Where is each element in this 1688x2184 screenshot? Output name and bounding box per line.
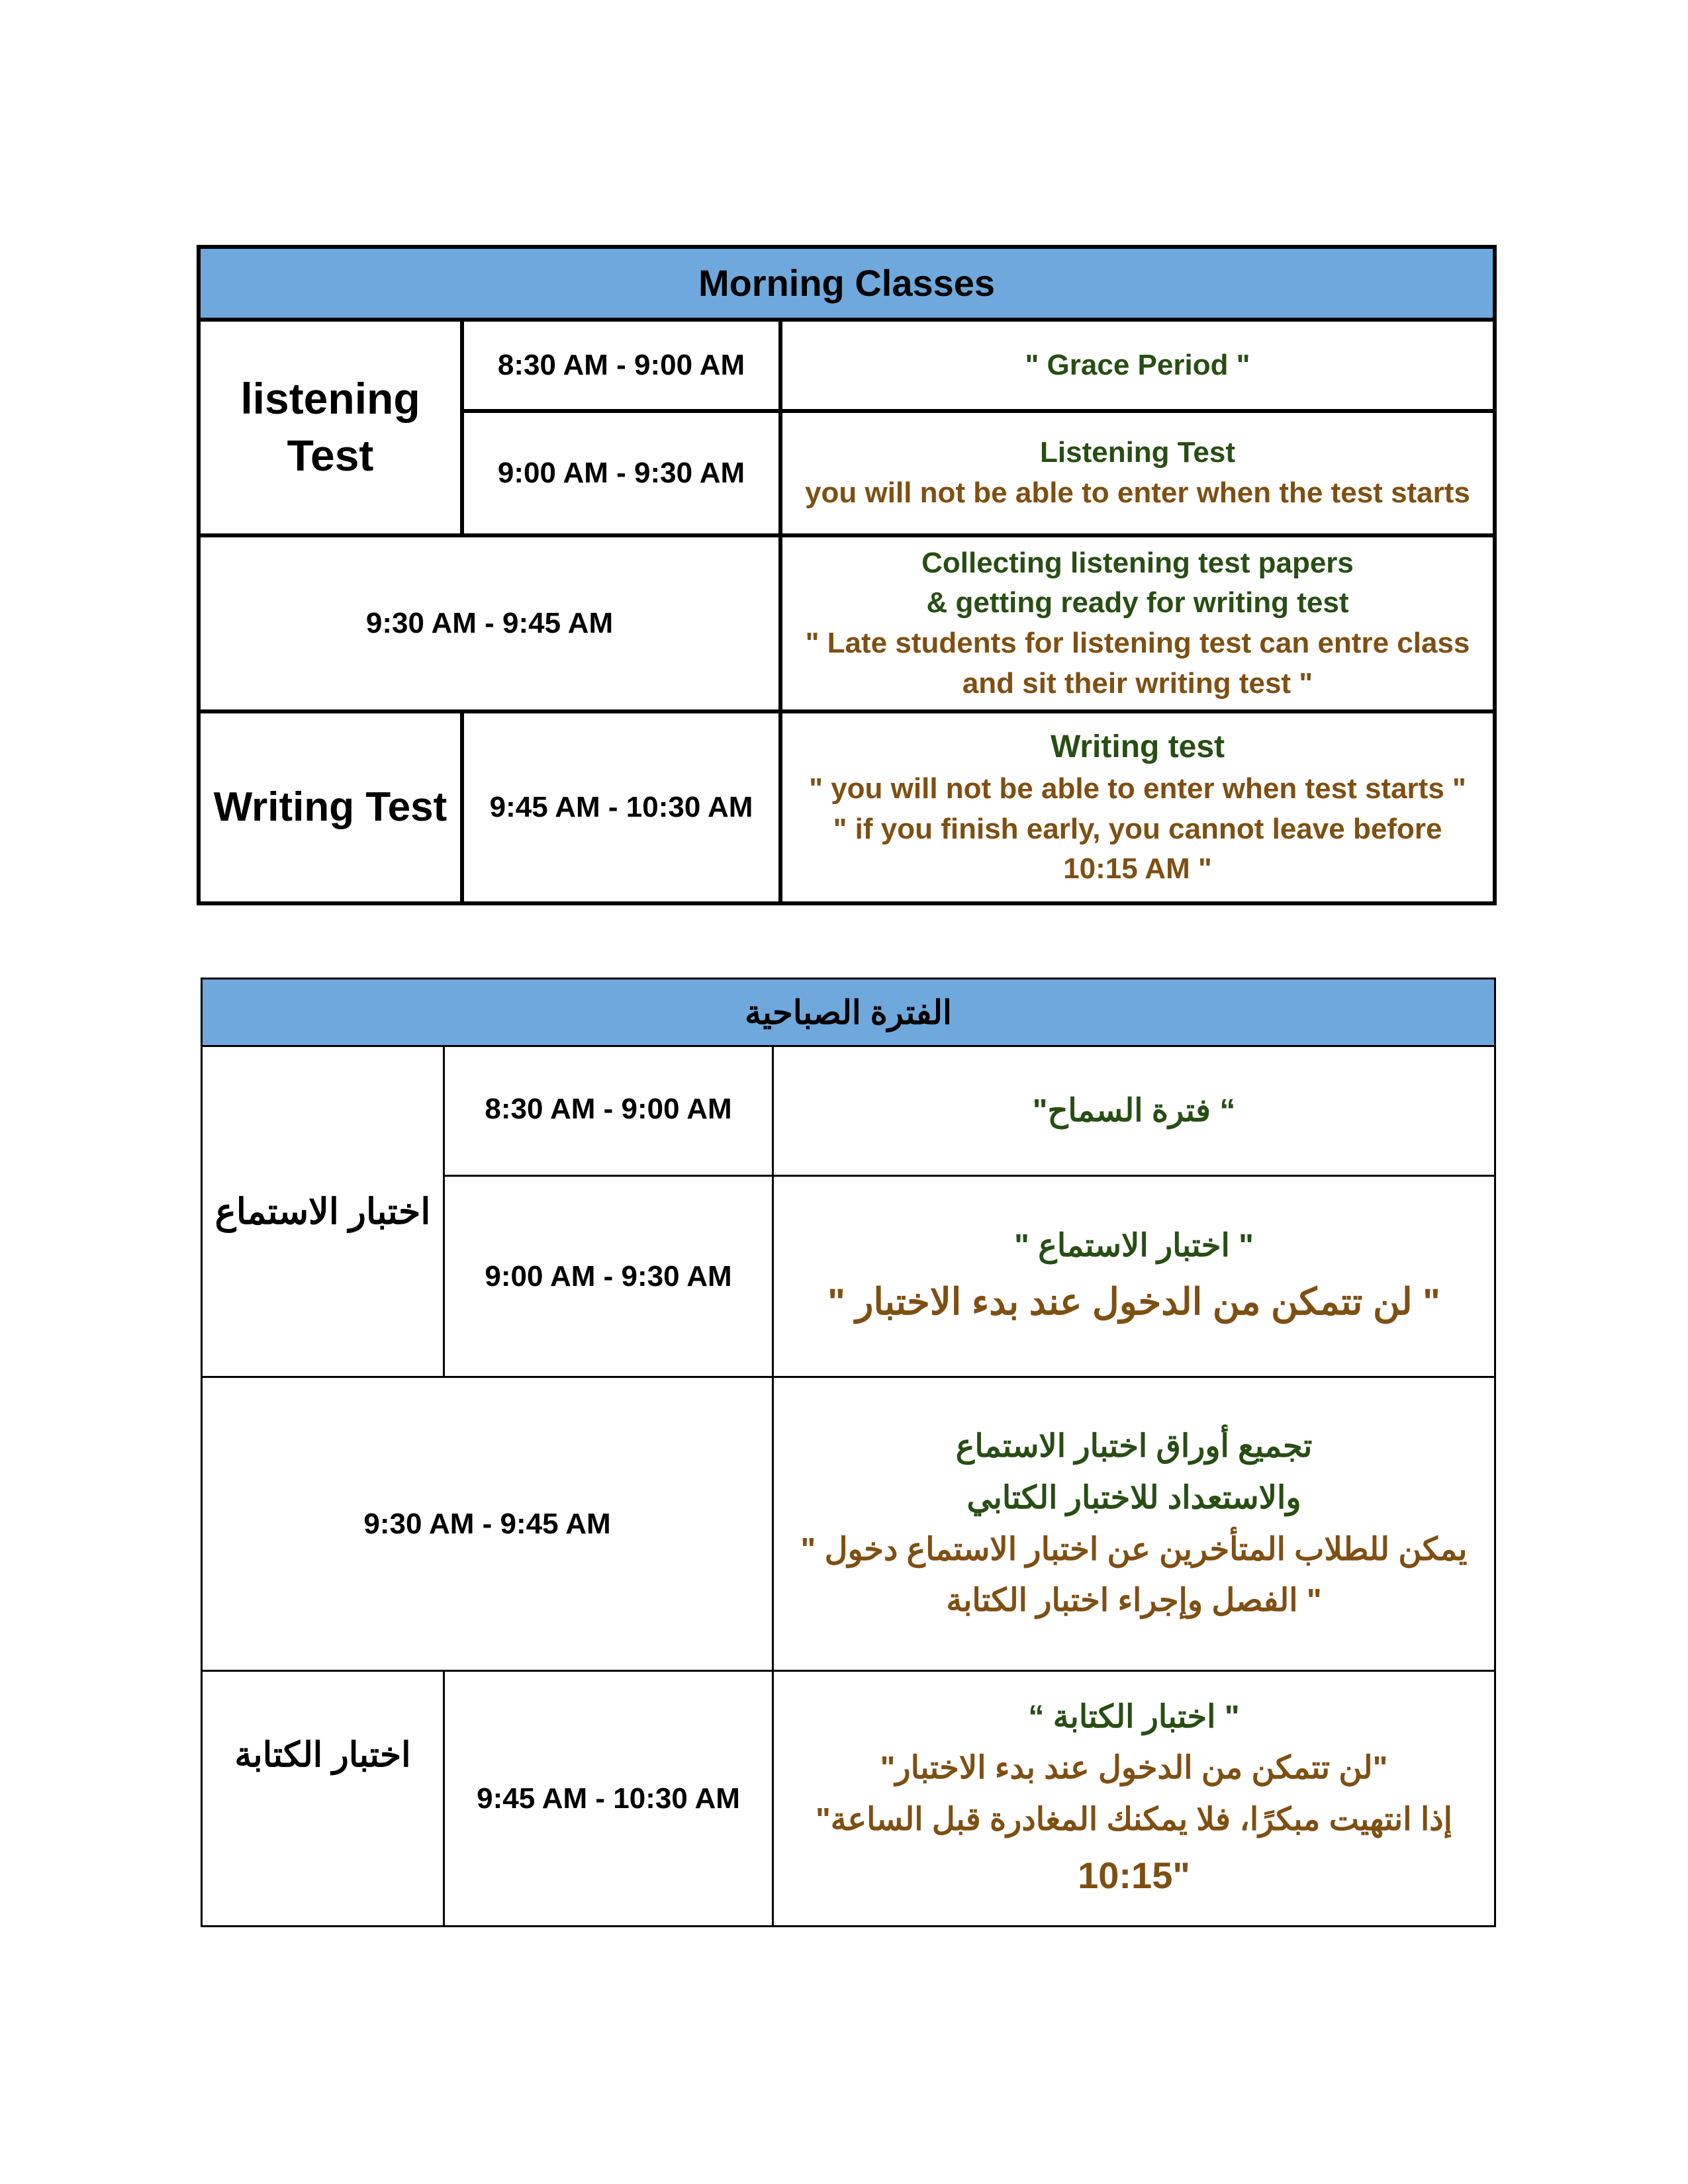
time-slot: 8:30 AM - 9:00 AM bbox=[462, 320, 780, 411]
description-line: تجميع أوراق اختبار الاستماع bbox=[955, 1429, 1313, 1464]
description-line: Listening Test bbox=[1040, 436, 1235, 469]
table-title: الفترة الصباحية bbox=[202, 979, 1495, 1046]
description-line: you will not be able to enter when the test starts bbox=[805, 477, 1470, 509]
slot-description bbox=[780, 711, 1495, 903]
writing-section-label: اختبار الكتابة bbox=[202, 1671, 444, 1927]
slot-description bbox=[780, 320, 1495, 411]
slot-description bbox=[773, 1176, 1495, 1377]
description-line: Writing test bbox=[1050, 729, 1225, 764]
description-line: " الفصل وإجراء اختبار الكتابة bbox=[946, 1583, 1322, 1619]
arabic-schedule-table bbox=[201, 978, 1496, 1927]
time-slot: 9:45 AM - 10:30 AM bbox=[462, 711, 780, 903]
writing-section-label: Writing Test bbox=[199, 711, 462, 903]
description-line: "لن تتمكن من الدخول عند بدء الاختبار" bbox=[880, 1751, 1388, 1786]
slot-description bbox=[773, 1046, 1495, 1176]
slot-description bbox=[780, 535, 1495, 711]
description-line: " Grace Period " bbox=[1025, 348, 1250, 381]
description-line: " اختبار الكتابة “ bbox=[1028, 1699, 1240, 1735]
slot-description bbox=[780, 411, 1495, 535]
listening-section-label: listening Test bbox=[199, 320, 462, 535]
time-slot: 9:00 AM - 9:30 AM bbox=[444, 1176, 773, 1377]
description-line: " you will not be able to enter when test starts " bbox=[809, 772, 1466, 805]
english-schedule-table bbox=[197, 245, 1497, 905]
time-slot: 9:30 AM - 9:45 AM bbox=[202, 1377, 773, 1671]
description-line: " لن تتمكن من الدخول عند بدء الاختبار " bbox=[827, 1281, 1440, 1323]
time-slot: 9:00 AM - 9:30 AM bbox=[462, 411, 780, 535]
time-slot: 9:30 AM - 9:45 AM bbox=[199, 535, 780, 711]
slot-description bbox=[773, 1377, 1495, 1671]
description-line: 10:15" bbox=[1078, 1854, 1190, 1896]
description-line: والاستعداد للاختبار الكتابي bbox=[966, 1480, 1301, 1516]
description-line: يمكن للطلاب المتأخرين عن اختبار الاستماع دخول " bbox=[800, 1531, 1468, 1567]
description-line: إذا انتهيت مبكرًا، فلا يمكنك المغادرة قبل الساعة" bbox=[816, 1802, 1452, 1838]
time-slot: 8:30 AM - 9:00 AM bbox=[444, 1046, 773, 1176]
listening-section-label: اختبار الاستماع bbox=[202, 1046, 444, 1377]
description-line: " اختبار الاستماع " bbox=[1014, 1228, 1254, 1264]
table-title: Morning Classes bbox=[199, 247, 1495, 320]
description-line: Collecting listening test papers bbox=[921, 546, 1354, 579]
description-line: “ فترة السماح" bbox=[1032, 1093, 1236, 1128]
description-line: and sit their writing test " bbox=[962, 666, 1313, 700]
time-slot: 9:45 AM - 10:30 AM bbox=[444, 1671, 773, 1927]
description-line: " if you finish early, you cannot leave before bbox=[833, 812, 1442, 845]
description-line: & getting ready for writing test bbox=[926, 586, 1349, 619]
description-line: 10:15 AM " bbox=[1063, 852, 1212, 886]
slot-description bbox=[773, 1671, 1495, 1927]
description-line: " Late students for listening test can entre class bbox=[805, 627, 1470, 659]
